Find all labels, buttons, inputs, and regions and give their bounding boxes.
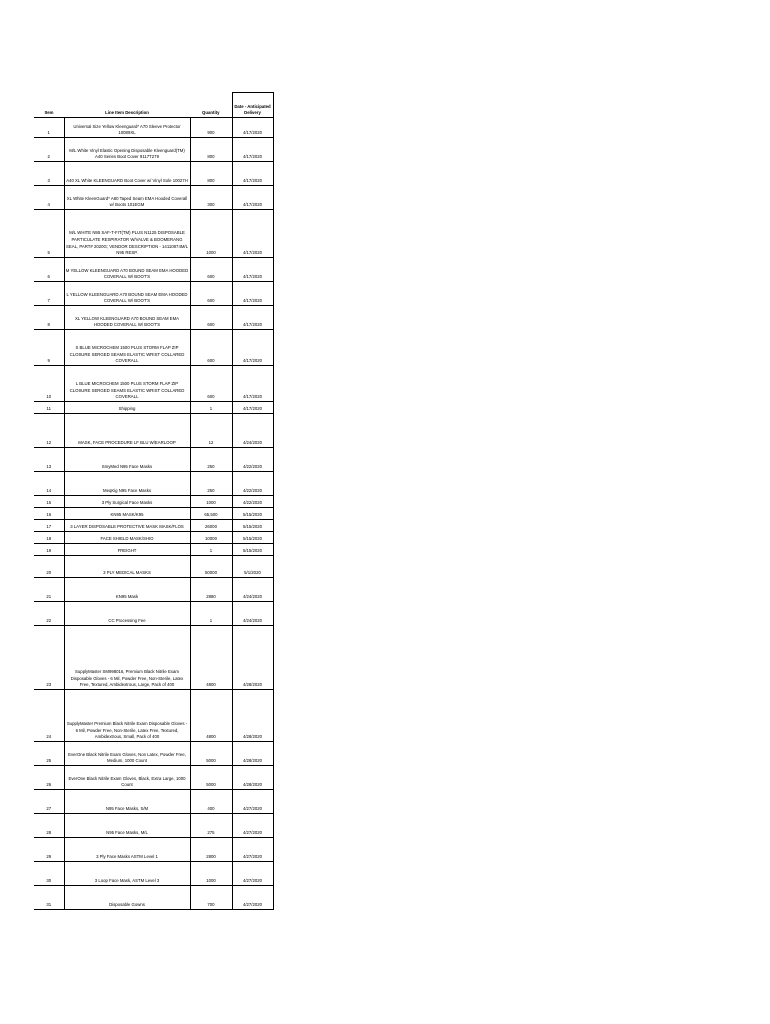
table-row — [34, 472, 273, 496]
item-cell: 29 — [34, 838, 64, 862]
item-cell: 13 — [34, 448, 64, 472]
description-cell: EverOne Black Nitrile Exam Gloves, Non Latex, Powder Free, Medium, 1000 Count — [64, 742, 190, 766]
description-cell: MeqKig N95 Face Masks — [64, 472, 190, 496]
quantity-cell: 900 — [190, 118, 232, 138]
table-row — [34, 556, 273, 578]
date-cell: 4/24/2020 — [232, 602, 273, 626]
quantity-cell: 700 — [190, 886, 232, 910]
description-cell: Disposable Gowns — [64, 886, 190, 910]
header-date: Date - Anticipated Delivery — [232, 93, 273, 118]
table-row — [34, 790, 273, 814]
date-cell: 4/17/2020 — [232, 186, 273, 210]
date-cell: 4/28/2020 — [232, 766, 273, 790]
description-cell: 3 Ply Face Masks ASTM Level 1 — [64, 838, 190, 862]
table-row — [34, 814, 273, 838]
item-cell: 9 — [34, 330, 64, 366]
description-cell: SupplyMaster SM998016, Premium Black Nitrile Exam Disposable Gloves - 6 Mil, Powder Free, Non-Sterile, Latex Free, Textured, Ambidextrous, Large, Pack of 400 — [64, 626, 190, 690]
date-cell: 4/17/2020 — [232, 118, 273, 138]
description-cell: L YELLOW KLEENGUARD A70 BOUND SEAM EMA HOODED COVERALL W/ BOOT'S — [64, 282, 190, 306]
table-row — [34, 578, 273, 602]
table-row — [34, 258, 273, 282]
date-cell: 4/24/2020 — [232, 414, 273, 448]
item-cell: 21 — [34, 578, 64, 602]
date-cell: 5/15/2020 — [232, 520, 273, 532]
description-cell: 3 PLY MEDICAL MASKS — [64, 556, 190, 578]
description-cell: FREIGHT — [64, 544, 190, 556]
quantity-cell: 1 — [190, 602, 232, 626]
quantity-cell: 250 — [190, 448, 232, 472]
table-row — [34, 306, 273, 330]
quantity-cell: 2880 — [190, 578, 232, 602]
date-cell: 4/22/2020 — [232, 496, 273, 508]
description-cell: S BLUE MICROCHEM 1500 PLUS STORM FLAP ZIP CLOSURE SERGED SEAMS ELASTIC WRIST COLLARED COVERALL — [64, 330, 190, 366]
quantity-cell: 275 — [190, 814, 232, 838]
item-cell: 25 — [34, 742, 64, 766]
item-cell: 6 — [34, 258, 64, 282]
description-cell: CC Processing Fee — [64, 602, 190, 626]
date-cell: 4/27/2020 — [232, 790, 273, 814]
table-row — [34, 366, 273, 402]
quantity-cell: 4800 — [190, 626, 232, 690]
table-row — [34, 838, 273, 862]
item-cell: 7 — [34, 282, 64, 306]
description-cell: M/L White Vinyl Elastic Opening Disposable Kleenguard(TM) A40 Series Boot Cover 9117T279 — [64, 138, 190, 162]
item-cell: 14 — [34, 472, 64, 496]
item-cell: 18 — [34, 532, 64, 544]
quantity-cell: 1000 — [190, 862, 232, 886]
description-cell: KN95 Mask — [64, 578, 190, 602]
item-cell: 19 — [34, 544, 64, 556]
item-cell: 3 — [34, 162, 64, 186]
item-cell: 22 — [34, 602, 64, 626]
date-cell: 4/22/2020 — [232, 448, 273, 472]
quantity-cell: 1000 — [190, 496, 232, 508]
description-cell: EverOne Black Nitrile Exam Gloves, Black, Extra Large, 1000 Count — [64, 766, 190, 790]
item-cell: 20 — [34, 556, 64, 578]
date-cell: 4/17/2020 — [232, 306, 273, 330]
table-row — [34, 330, 273, 366]
description-cell: N95 Face Masks, M/L — [64, 814, 190, 838]
description-cell: FACE SHIELD MASK/SHIO — [64, 532, 190, 544]
date-cell: 4/17/2020 — [232, 210, 273, 258]
header-row — [34, 93, 273, 118]
date-cell: 4/27/2020 — [232, 838, 273, 862]
quantity-cell: 26000 — [190, 520, 232, 532]
line-item-sheet — [34, 92, 271, 910]
date-cell: 5/15/2020 — [232, 508, 273, 520]
item-cell: 1 — [34, 118, 64, 138]
table-row — [34, 520, 273, 532]
quantity-cell: 50000 — [190, 556, 232, 578]
date-cell: 4/27/2020 — [232, 862, 273, 886]
date-cell: 4/24/2020 — [232, 578, 273, 602]
quantity-cell: 65,500 — [190, 508, 232, 520]
description-cell: SmyMed N95 Face Masks — [64, 448, 190, 472]
date-cell: 5/15/2020 — [232, 544, 273, 556]
quantity-cell: 600 — [190, 330, 232, 366]
description-cell: Shipping — [64, 402, 190, 414]
date-cell: 4/17/2020 — [232, 330, 273, 366]
quantity-cell: 1 — [190, 402, 232, 414]
quantity-cell: 400 — [190, 790, 232, 814]
quantity-cell: 600 — [190, 258, 232, 282]
date-cell: 4/17/2020 — [232, 138, 273, 162]
item-cell: 2 — [34, 138, 64, 162]
quantity-cell: 600 — [190, 306, 232, 330]
date-cell: 5/1/2020 — [232, 556, 273, 578]
description-cell: XL White KleenGuard* A80 Taped Seam EMA Hooded Coverall w/ Boots 101EGM — [64, 186, 190, 210]
header-item: Item — [34, 93, 64, 118]
table-row — [34, 282, 273, 306]
quantity-cell: 5000 — [190, 742, 232, 766]
table-row — [34, 742, 273, 766]
quantity-cell: 12 — [190, 414, 232, 448]
table-row — [34, 862, 273, 886]
date-cell: 4/28/2020 — [232, 742, 273, 766]
line-item-table — [34, 92, 274, 910]
table-row — [34, 162, 273, 186]
quantity-cell: 600 — [190, 282, 232, 306]
quantity-cell: 10000 — [190, 532, 232, 544]
item-cell: 12 — [34, 414, 64, 448]
table-row — [34, 496, 273, 508]
quantity-cell: 300 — [190, 186, 232, 210]
date-cell: 4/17/2020 — [232, 402, 273, 414]
table-row — [34, 414, 273, 448]
table-row — [34, 186, 273, 210]
description-cell: A40 XL White KLEENGUARD Boot Cover w/ Vinyl Sole 10027H — [64, 162, 190, 186]
description-cell: M/L WHITE N95 SAF-T-FIT(TM) PLUS N1125 DISPOSABLE PARTICULATE RESPIRATOR W/VALVE & BOOMERANG SEAL, PART# 2020G; VENDOR DESCRIPTION - 14110874M/L N95 RESP. — [64, 210, 190, 258]
item-cell: 31 — [34, 886, 64, 910]
description-cell: 3 LAYER DISPOSABLE PROTECTIVE MASK MASK/FLOS — [64, 520, 190, 532]
table-row — [34, 210, 273, 258]
date-cell: 4/27/2020 — [232, 886, 273, 910]
item-cell: 16 — [34, 508, 64, 520]
quantity-cell: 800 — [190, 162, 232, 186]
table-row — [34, 690, 273, 742]
quantity-cell: 1 — [190, 544, 232, 556]
table-row — [34, 118, 273, 138]
date-cell: 4/17/2020 — [232, 258, 273, 282]
date-cell: 4/22/2020 — [232, 472, 273, 496]
item-cell: 5 — [34, 210, 64, 258]
item-cell: 11 — [34, 402, 64, 414]
description-cell: 3 Ply Surgical Face Masks — [64, 496, 190, 508]
quantity-cell: 1000 — [190, 210, 232, 258]
header-quantity: Quantity — [190, 93, 232, 118]
item-cell: 28 — [34, 814, 64, 838]
item-cell: 17 — [34, 520, 64, 532]
description-cell: M YELLOW KLEENGUARD A70 BOUND SEAM EMA HOODED COVERALL W/ BOOT'S — [64, 258, 190, 282]
description-cell: MASK, FACE PROCEDURE LF BLU W/EARLOOP — [64, 414, 190, 448]
table-row — [34, 886, 273, 910]
description-cell: XL YELLOW KLEENGUARD A70 BOUND SEAM EMA HOODED COVERALL W/ BOOT'S — [64, 306, 190, 330]
table-row — [34, 138, 273, 162]
description-cell: SupplyMaster Premium Black Nitrile Exam Disposable Gloves - 6 Mil, Powder Free, Non-Sterile, Latex Free, Textured, Ambidextrous, Small, Pack of 400 — [64, 690, 190, 742]
table-row — [34, 766, 273, 790]
item-cell: 23 — [34, 626, 64, 690]
description-cell: L BLUE MICROCHEM 1500 PLUS STORM FLAP ZIP CLOSURE SERGED SEAMS ELASTIC WRIST COLLARED COVERALL — [64, 366, 190, 402]
description-cell: KN95 MASK/K95 — [64, 508, 190, 520]
quantity-cell: 250 — [190, 472, 232, 496]
header-description: Line Item Description — [64, 93, 190, 118]
quantity-cell: 4800 — [190, 690, 232, 742]
date-cell: 5/15/2020 — [232, 532, 273, 544]
date-cell: 4/17/2020 — [232, 366, 273, 402]
table-row — [34, 508, 273, 520]
description-cell: Universal Size Yellow Kleenguard* A70 Sleeve Protector 10089XL — [64, 118, 190, 138]
item-cell: 26 — [34, 766, 64, 790]
item-cell: 10 — [34, 366, 64, 402]
date-cell: 4/28/2020 — [232, 690, 273, 742]
table-row — [34, 448, 273, 472]
date-cell: 4/28/2020 — [232, 626, 273, 690]
date-cell: 4/27/2020 — [232, 814, 273, 838]
description-cell: N95 Face Masks, S/M — [64, 790, 190, 814]
item-cell: 24 — [34, 690, 64, 742]
table-row — [34, 532, 273, 544]
quantity-cell: 5000 — [190, 766, 232, 790]
date-cell: 4/17/2020 — [232, 282, 273, 306]
item-cell: 4 — [34, 186, 64, 210]
quantity-cell: 600 — [190, 366, 232, 402]
item-cell: 8 — [34, 306, 64, 330]
item-cell: 27 — [34, 790, 64, 814]
date-cell: 4/17/2020 — [232, 162, 273, 186]
table-row — [34, 626, 273, 690]
item-cell: 30 — [34, 862, 64, 886]
quantity-cell: 2800 — [190, 838, 232, 862]
table-row — [34, 544, 273, 556]
description-cell: 3 Loop Face Mask, ASTM Level 3 — [64, 862, 190, 886]
table-row — [34, 402, 273, 414]
quantity-cell: 800 — [190, 138, 232, 162]
table-row — [34, 602, 273, 626]
item-cell: 15 — [34, 496, 64, 508]
